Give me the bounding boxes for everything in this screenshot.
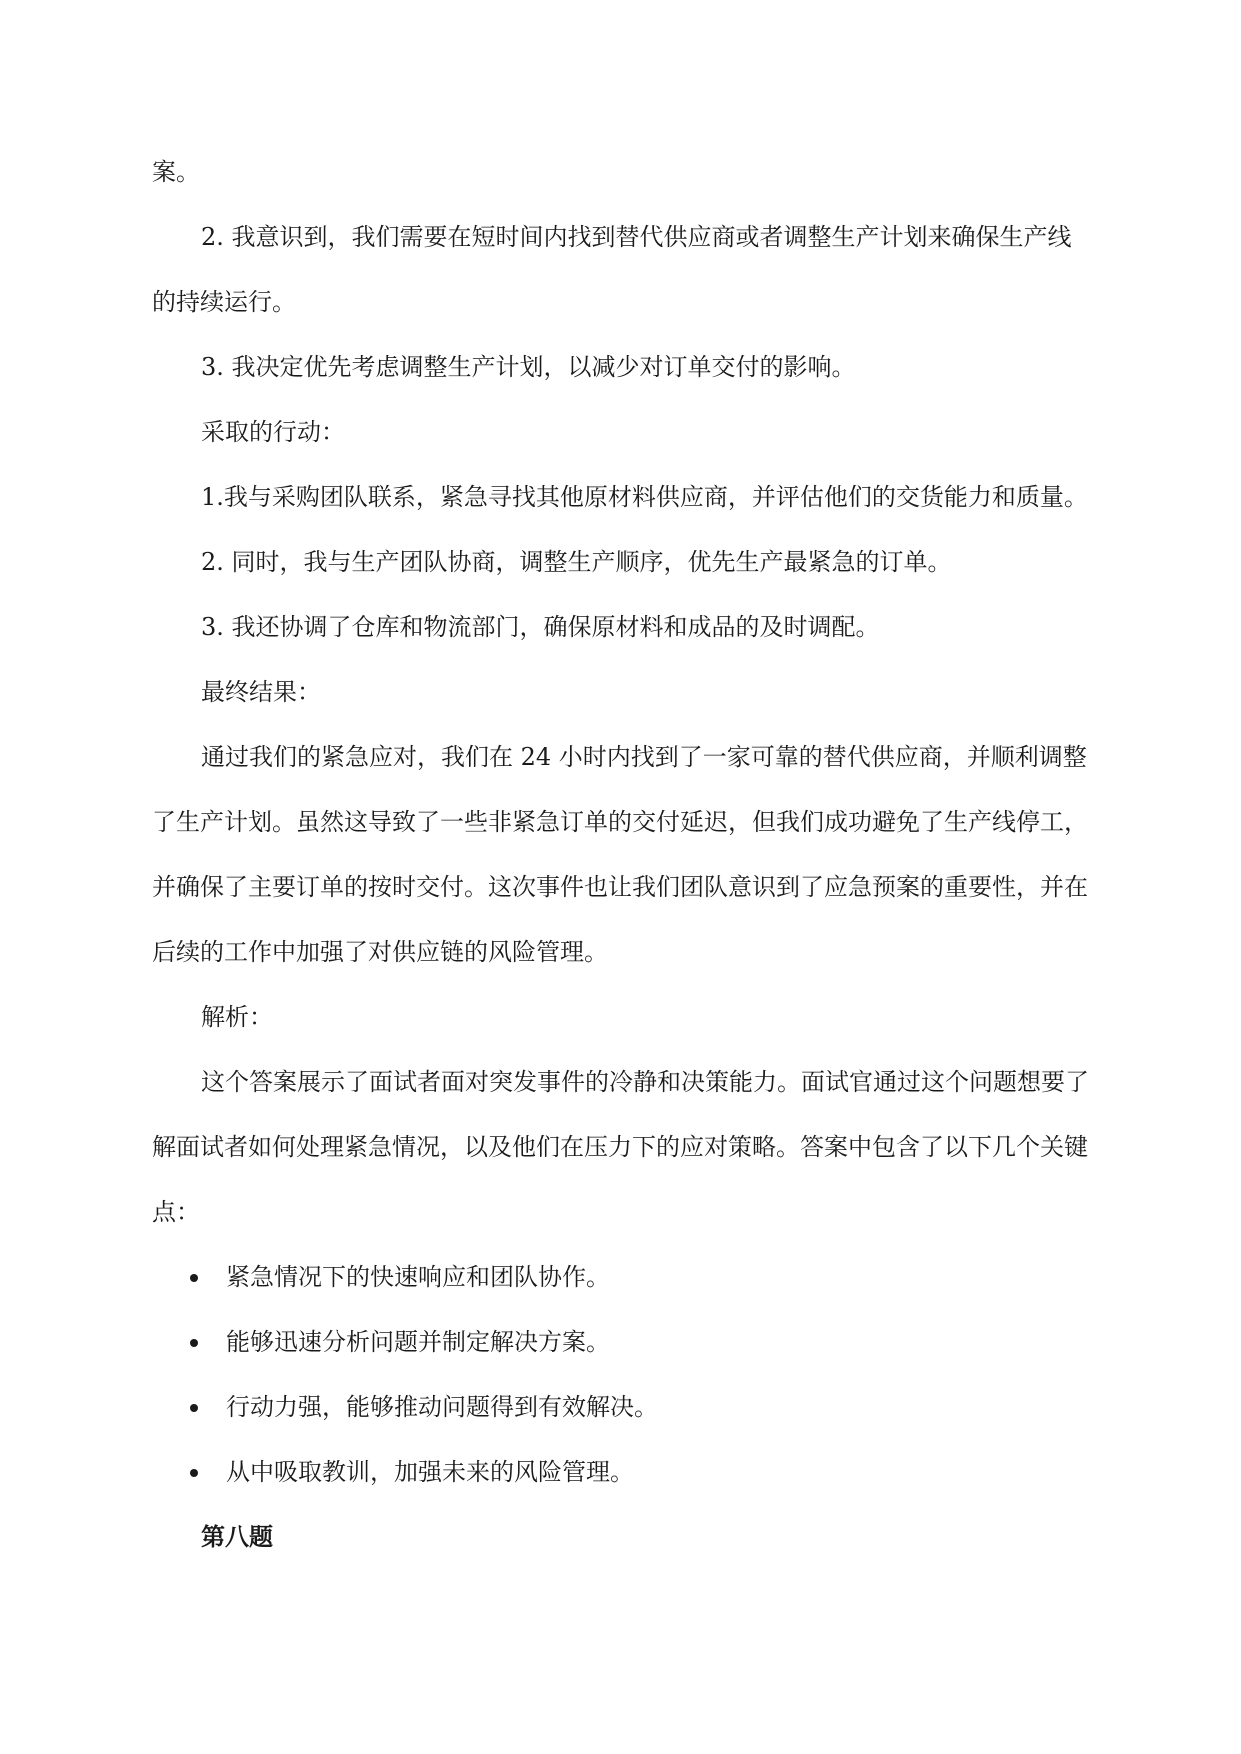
list-item-text: 能够迅速分析问题并制定解决方案。 [226, 1328, 610, 1356]
paragraph-analysis-label: 解析： [201, 1003, 273, 1031]
paragraph-point-2: 2. 我意识到，我们需要在短时间内找到替代供应商或者调整生产计划来确保生产线的持续运行。 [152, 223, 1072, 316]
list-item-text: 从中吸取教训，加强未来的风险管理。 [226, 1458, 634, 1486]
list-item-text: 紧急情况下的快速响应和团队协作。 [226, 1263, 610, 1291]
bullet-icon [190, 1469, 198, 1477]
key-points-list [152, 1245, 1092, 1505]
paragraph-analysis-body: 这个答案展示了面试者面对突发事件的冷静和决策能力。面试官通过这个问题想要了解面试者如何处理紧急情况，以及他们在压力下的应对策略。答案中包含了以下几个关键点： [152, 1068, 1089, 1226]
bullet-icon [190, 1404, 198, 1412]
list-item [152, 1375, 1092, 1440]
paragraph-actions-label: 采取的行动： [201, 418, 345, 446]
list-item [152, 1440, 1092, 1505]
list-item [152, 1310, 1092, 1375]
list-item [152, 1245, 1092, 1310]
paragraph-result-body: 通过我们的紧急应对，我们在 24 小时内找到了一家可靠的替代供应商，并顺利调整了生产计划。虽然这导致了一些非紧急订单的交付延迟，但我们成功避免了生产线停工，并确保了主要订单的按时交付。这次事件也让我们团队意识到了应急预案的重要性，并在后续的工作中加强了对供应链的风险管理。 [152, 743, 1088, 966]
paragraph-action-3: 3. 我还协调了仓库和物流部门，确保原材料和成品的及时调配。 [201, 613, 880, 641]
paragraph-action-2: 2. 同时，我与生产团队协商，调整生产顺序，优先生产最紧急的订单。 [201, 548, 952, 576]
document-page [152, 140, 1092, 1570]
section-heading: 第八题 [201, 1523, 273, 1551]
paragraph-point-3: 3. 我决定优先考虑调整生产计划，以减少对订单交付的影响。 [201, 353, 856, 381]
paragraph-result-label: 最终结果： [201, 678, 321, 706]
list-item-text: 行动力强，能够推动问题得到有效解决。 [226, 1393, 658, 1421]
bullet-icon [190, 1274, 198, 1282]
paragraph-continuation: 案。 [152, 158, 200, 186]
paragraph-action-1: 1.我与采购团队联系，紧急寻找其他原材料供应商，并评估他们的交货能力和质量。 [201, 483, 1088, 511]
bullet-icon [190, 1339, 198, 1347]
